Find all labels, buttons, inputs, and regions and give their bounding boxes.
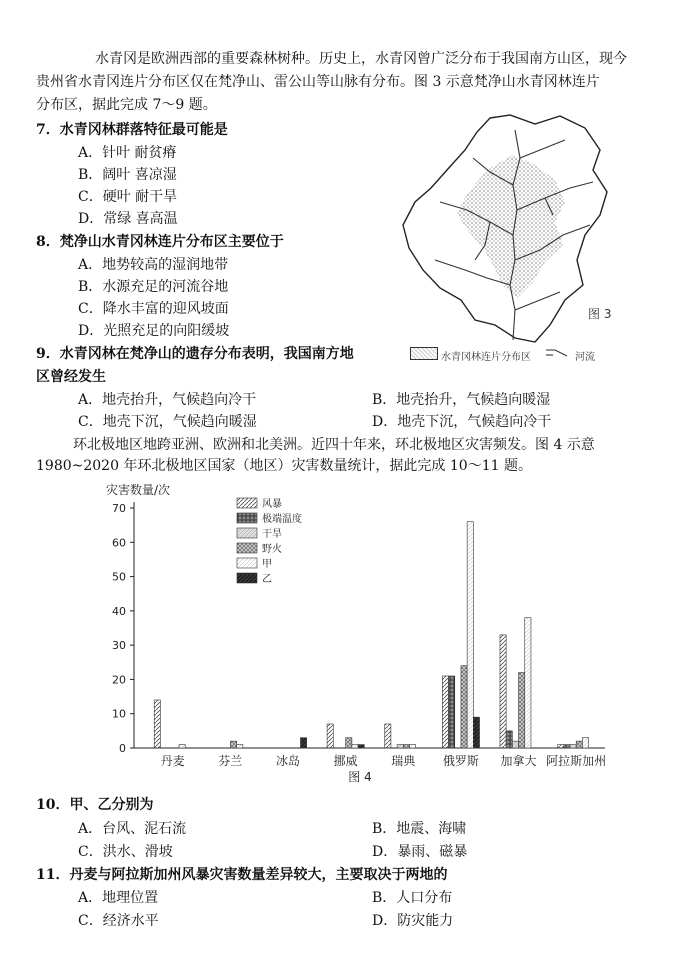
q8-option-a[interactable]: A．地势较高的湿润地带 <box>78 257 229 273</box>
figure4-chart <box>80 478 620 788</box>
chart-bar <box>449 676 455 748</box>
chart-bar <box>403 745 409 748</box>
y-tick-label: 40 <box>112 604 126 618</box>
chart-bar <box>327 724 333 748</box>
q7-option-b[interactable]: B．阔叶 喜凉湿 <box>78 167 177 183</box>
x-tick-label: 挪威 <box>333 754 358 768</box>
q9-stem-line2: 区曾经发生 <box>36 369 106 385</box>
legend-label: 极端温度 <box>262 514 302 525</box>
q9-option-a[interactable]: A．地壳抬升，气候趋向冷干 <box>78 392 257 408</box>
q11-option-d[interactable]: D．防灾能力 <box>372 913 454 929</box>
chart-bar <box>576 741 582 748</box>
q11-stem: 11．丹麦与阿拉斯加州风暴灾害数量差异较大，主要取决于两地的 <box>36 867 448 883</box>
chart-bar <box>582 738 588 748</box>
legend-swatch <box>237 498 257 508</box>
chart-bar <box>570 745 576 748</box>
passage2-line1: 环北极地区地跨亚洲、欧洲和北美洲。近四十年来，环北极地区灾害频发。图 4 示意 <box>73 437 595 453</box>
chart-bar <box>558 745 564 748</box>
q10-option-b[interactable]: B．地震、海啸 <box>372 821 467 837</box>
q10-option-d[interactable]: D．暴雨、磁暴 <box>372 844 468 860</box>
chart-bar <box>525 618 531 748</box>
q9-option-b[interactable]: B．地壳抬升，气候趋向暖湿 <box>372 392 551 408</box>
y-axis-label: 灾害数量/次 <box>106 483 171 497</box>
x-tick-label: 芬兰 <box>218 754 243 768</box>
x-tick-label: 阿拉斯加州 <box>546 754 607 768</box>
q10-option-c[interactable]: C．洪水、滑坡 <box>78 844 173 860</box>
y-tick-label: 50 <box>112 570 126 584</box>
y-tick-label: 30 <box>112 639 126 653</box>
legend-forest-swatch <box>410 347 438 360</box>
passage2-line2: 1980~2020 年环北极地区国家（地区）灾害数量统计，据此完成 10～11 题。 <box>36 458 532 474</box>
q7-stem: 7．水青冈林群落特征最可能是 <box>36 122 228 138</box>
figure4-caption: 图 4 <box>348 770 372 784</box>
chart-bar <box>519 673 525 748</box>
figure3-map <box>395 110 655 370</box>
q7-option-c[interactable]: C．硬叶 耐干旱 <box>78 189 178 205</box>
q8-option-c[interactable]: C．降水丰富的迎风坡面 <box>78 301 229 317</box>
q10-option-a[interactable]: A．台风、泥石流 <box>78 821 187 837</box>
chart-bar <box>410 745 416 748</box>
q11-option-b[interactable]: B．人口分布 <box>372 890 453 906</box>
q8-option-b[interactable]: B．水源充足的河流谷地 <box>78 279 229 295</box>
legend-label: 野火 <box>262 544 282 555</box>
q7-option-d[interactable]: D．常绿 喜高温 <box>78 211 178 227</box>
y-tick-label: 0 <box>119 742 126 755</box>
chart-bar <box>461 666 467 748</box>
passage1-line1: 水青冈是欧洲西部的重要森林树种。历史上，水青冈曾广泛分布于我国南方山区，现今 <box>95 51 627 67</box>
legend-swatch <box>237 528 257 538</box>
q7-option-a[interactable]: A．针叶 耐贫瘠 <box>78 145 177 161</box>
q11-option-c[interactable]: C．经济水平 <box>78 913 159 929</box>
chart-bar <box>467 522 473 748</box>
x-tick-label: 俄罗斯 <box>442 754 479 768</box>
y-tick-label: 60 <box>112 536 126 550</box>
x-tick-label: 冰岛 <box>276 754 301 768</box>
passage1-line3: 分布区，据此完成 7～9 题。 <box>36 97 217 113</box>
legend-label: 干旱 <box>262 529 282 540</box>
chart-bar <box>237 745 243 748</box>
q8-stem: 8．梵净山水青冈林连片分布区主要位于 <box>36 234 284 250</box>
y-tick-label: 20 <box>112 673 126 687</box>
chart-bar <box>512 741 518 748</box>
passage1-line2: 贵州省水青冈连片分布区仅在梵净山、雷公山等山脉有分布。图 3 示意梵净山水青冈林连片 <box>36 74 600 90</box>
legend-label: 风暴 <box>262 499 282 510</box>
chart-bar <box>500 635 506 748</box>
chart-bar <box>300 738 306 748</box>
y-tick-label: 10 <box>112 707 126 721</box>
q9-option-c[interactable]: C．地壳下沉，气候趋向暖湿 <box>78 414 257 430</box>
chart-bar <box>230 741 236 748</box>
legend-swatch <box>237 513 257 523</box>
x-tick-label: 丹麦 <box>160 754 185 768</box>
q10-stem: 10．甲、乙分别为 <box>36 797 154 813</box>
legend-swatch <box>237 558 257 568</box>
chart-bar <box>385 724 391 748</box>
chart-bar <box>473 717 479 748</box>
legend-river-label: 河流 <box>575 352 595 363</box>
legend-forest-label: 水青冈林连片分布区 <box>441 352 531 363</box>
chart-bar <box>564 745 570 748</box>
chart-bar <box>442 676 448 748</box>
x-tick-label: 加拿大 <box>500 754 537 768</box>
chart-bar <box>397 745 403 748</box>
legend-river-icon <box>545 346 571 360</box>
q9-stem-line1: 9．水青冈林在梵净山的遗存分布表明，我国南方地 <box>36 346 354 362</box>
legend-swatch <box>237 573 257 583</box>
figure3-caption: 图 3 <box>588 307 612 321</box>
q9-option-d[interactable]: D．地壳下沉，气候趋向冷干 <box>372 414 552 430</box>
chart-bar <box>179 745 185 748</box>
legend-label: 甲 <box>262 559 272 570</box>
y-tick-label: 70 <box>112 502 126 515</box>
legend-swatch <box>237 543 257 553</box>
chart-bar <box>346 738 352 748</box>
chart-bar <box>154 700 160 748</box>
x-tick-label: 瑞典 <box>391 754 416 768</box>
legend-label: 乙 <box>262 574 272 585</box>
q11-option-a[interactable]: A．地理位置 <box>78 890 159 906</box>
chart-bar <box>358 745 364 748</box>
chart-bar <box>352 745 358 748</box>
q8-option-d[interactable]: D．光照充足的向阳缓坡 <box>78 323 230 339</box>
chart-bar <box>506 731 512 748</box>
